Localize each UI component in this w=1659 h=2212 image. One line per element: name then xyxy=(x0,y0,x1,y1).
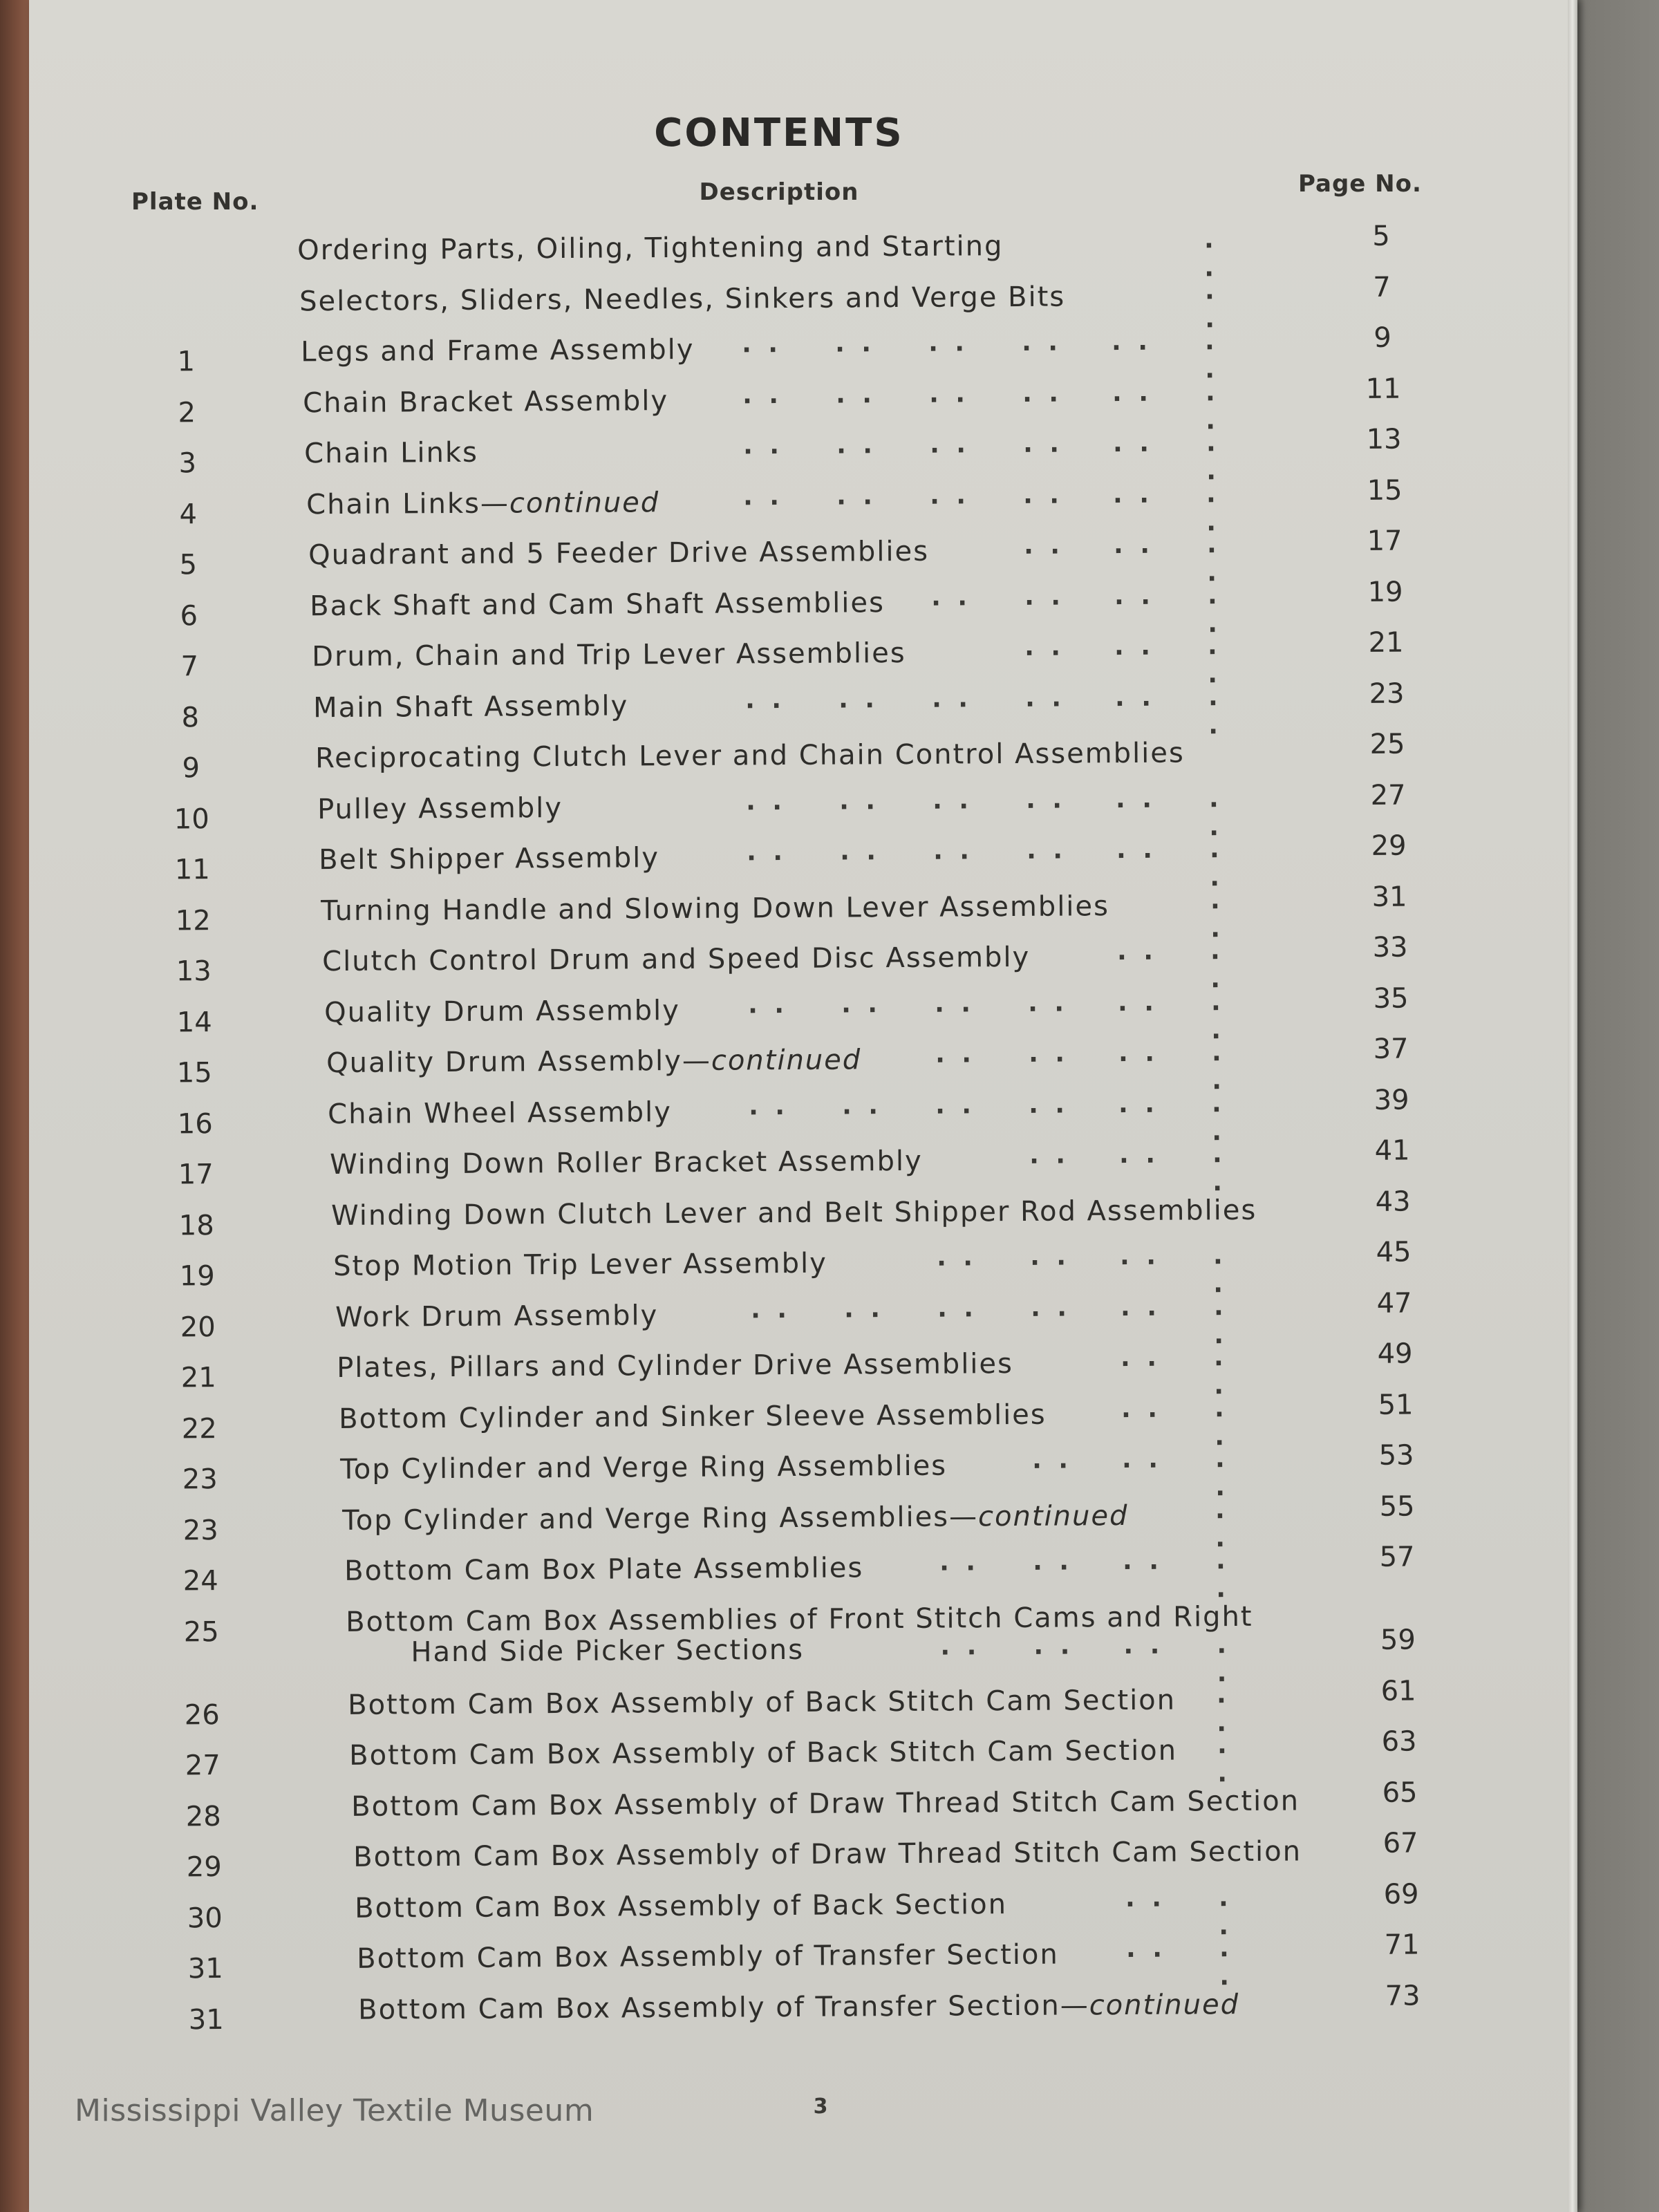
entry-description-text: Bottom Cam Box Assembly of Back Stitch Cam Section xyxy=(348,1684,1177,1721)
entry-description xyxy=(321,890,1288,926)
table-row xyxy=(29,373,1577,435)
table-row xyxy=(29,474,1577,536)
plate-number: 31 xyxy=(187,1953,223,1985)
leader-dot-pair: . . xyxy=(1026,836,1067,865)
entry-description-text: Turning Handle and Slowing Down Lever Assemblies xyxy=(321,890,1110,927)
leader-dot-pair: . . xyxy=(749,1091,789,1121)
entry-description xyxy=(339,1398,1306,1434)
leader-dot-pair: . . xyxy=(1121,1445,1163,1474)
leader-dot-pair: . . xyxy=(1029,1141,1070,1170)
leader-dot-pair: . . xyxy=(841,1091,883,1121)
leader-dot-pair: . . xyxy=(1031,1445,1073,1474)
table-row xyxy=(29,576,1577,638)
entry-page-number: 39 xyxy=(1374,1084,1409,1116)
leader-dot-pair: . . xyxy=(1114,683,1156,712)
entry-description xyxy=(346,1601,1314,1668)
leader-dot-pair: . . xyxy=(937,1293,978,1323)
leader-dot-pair: . . xyxy=(838,786,880,816)
plate-number: 15 xyxy=(176,1057,212,1089)
entry-description xyxy=(303,379,1271,419)
leader-dot-pair: . . xyxy=(836,431,877,460)
leader-dot-pair: . . xyxy=(1204,276,1219,333)
table-row xyxy=(29,779,1577,841)
plate-number: 29 xyxy=(186,1851,222,1884)
leader-dot-pair: . . xyxy=(1213,1343,1228,1400)
entry-page-number: 13 xyxy=(1366,423,1402,456)
entry-description xyxy=(357,1938,1324,1974)
entry-description xyxy=(355,1887,1322,1924)
entry-description xyxy=(349,1734,1317,1771)
page-edge xyxy=(1568,0,1577,2212)
leader-dot-pair: . . xyxy=(1206,530,1221,588)
plate-number: 6 xyxy=(180,599,198,632)
leader-dot-pair: . . xyxy=(1208,784,1224,841)
leader-dot-pair: . . xyxy=(1217,1731,1232,1788)
leader-dot-pair: . . xyxy=(1112,429,1154,458)
entry-page-number: 63 xyxy=(1381,1725,1417,1758)
plate-number: 16 xyxy=(177,1107,213,1140)
leader-dot-pair: . . xyxy=(1029,1242,1071,1271)
leader-dot-pair: . . xyxy=(838,684,879,714)
table-row xyxy=(29,982,1577,1044)
entry-page-number: 55 xyxy=(1379,1490,1415,1523)
table-row xyxy=(29,1286,1577,1349)
entry-page-number: 5 xyxy=(1372,220,1390,252)
entry-description-text: Bottom Cam Box Assembly of Back Stitch Cam Section xyxy=(349,1734,1178,1772)
leader-dot-pair: . . xyxy=(1024,582,1065,611)
entry-description-text: Plates, Pillars and Cylinder Drive Assemblies xyxy=(337,1348,1014,1385)
entry-description xyxy=(348,1684,1315,1721)
leader-dot-pair: . . xyxy=(1215,1495,1230,1553)
entry-page-number: 31 xyxy=(1371,881,1407,913)
plate-number: 22 xyxy=(181,1412,217,1445)
continued-label: continued xyxy=(977,1499,1129,1533)
column-header-plate: Plate No. xyxy=(131,188,259,216)
leader-dot-pair: . . xyxy=(747,838,787,867)
contents-list xyxy=(29,0,1577,2212)
plate-number: 23 xyxy=(182,1514,218,1546)
entry-page-number: 41 xyxy=(1374,1134,1410,1167)
leader-dot-pair: . . xyxy=(1023,531,1065,560)
entry-description-text: Ordering Parts, Oiling, Tightening and Starting xyxy=(297,230,1004,267)
leader-dot-pair: . . xyxy=(1114,581,1155,610)
entry-description-text: Chain Bracket Assembly xyxy=(303,384,669,419)
leader-dot-pair: . . xyxy=(1022,429,1064,458)
leader-dot-pair: . . xyxy=(932,785,973,815)
entry-description xyxy=(358,1989,1326,2025)
leader-dot-pair: . . xyxy=(1025,785,1067,814)
leader-dot-pair: . . xyxy=(1215,1546,1230,1604)
entry-description xyxy=(312,636,1280,673)
entry-description xyxy=(324,988,1292,1029)
leader-dot-pair: . . xyxy=(1112,480,1154,509)
leader-dot-pair: . . xyxy=(1117,988,1159,1017)
entry-description xyxy=(299,280,1267,317)
leader-dot-pair: . . xyxy=(935,1040,976,1069)
document-page xyxy=(29,0,1577,2212)
leader-dot-pair: . . xyxy=(1032,1547,1074,1576)
entry-page-number: 35 xyxy=(1373,982,1409,1015)
plate-number: 1 xyxy=(177,346,196,378)
leader-dot-pair: . . xyxy=(1123,1631,1164,1660)
table-row xyxy=(29,1979,1577,2036)
leader-dot-pair: . . xyxy=(839,837,881,866)
leader-dot-pair: . . xyxy=(1208,682,1223,740)
entry-description-text: Quality Drum Assembly— xyxy=(326,1044,712,1080)
table-row xyxy=(29,931,1577,994)
entry-description xyxy=(304,433,1272,469)
entry-page-number: 23 xyxy=(1369,677,1405,710)
entry-page-number: 43 xyxy=(1375,1185,1411,1218)
leader-dot-pair: . . xyxy=(1209,835,1224,892)
leader-dot-pair: . . xyxy=(1028,1039,1069,1068)
plate-number: 17 xyxy=(178,1159,214,1191)
leader-dot-pair: . . xyxy=(1206,429,1221,486)
leader-dot-pair: . . xyxy=(1111,327,1152,357)
table-row xyxy=(29,1084,1577,1146)
entry-description xyxy=(297,229,1265,266)
entry-page-number: 21 xyxy=(1368,626,1404,659)
leader-dot-pair: . . xyxy=(1214,1394,1229,1451)
table-row xyxy=(29,1877,1577,1940)
entry-description-text: Quality Drum Assembly xyxy=(324,994,681,1029)
entry-description-text: Chain Wheel Assembly xyxy=(328,1096,673,1130)
plate-number: 7 xyxy=(180,650,199,683)
entry-description-text: Bottom Cam Box Plate Assemblies xyxy=(344,1552,864,1587)
entry-description xyxy=(313,686,1281,723)
entry-description-text: Main Shaft Assembly xyxy=(313,689,629,724)
entry-description-line2: Hand Side Picker Sections xyxy=(411,1633,805,1668)
entry-page-number: 51 xyxy=(1378,1388,1414,1421)
leader-dot-pair: . . xyxy=(742,330,782,359)
plate-number xyxy=(147,295,223,296)
plate-number: 26 xyxy=(184,1698,220,1731)
table-row xyxy=(29,677,1577,740)
leader-dot-pair: . . xyxy=(743,431,784,460)
entry-description xyxy=(326,1039,1294,1080)
leader-dot-pair: . . xyxy=(1112,378,1153,407)
plate-number: 18 xyxy=(178,1209,214,1241)
leader-dot-pair: . . xyxy=(841,989,882,1019)
entry-description xyxy=(331,1194,1299,1231)
plate-number: 10 xyxy=(174,803,209,835)
table-row xyxy=(29,1595,1577,1687)
plate-number: 28 xyxy=(185,1800,221,1833)
entry-description-text: Belt Shipper Assembly xyxy=(319,842,660,877)
leader-dot-pair: . . xyxy=(1122,1546,1163,1576)
entry-page-number: 33 xyxy=(1372,931,1408,964)
leader-dot-pair: . . xyxy=(929,430,971,459)
continued-label: continued xyxy=(711,1044,862,1077)
entry-page-number: 49 xyxy=(1377,1338,1413,1370)
leader-dot-pair: . . xyxy=(1120,1343,1161,1373)
table-row xyxy=(29,1776,1577,1833)
leader-dot-pair: . . xyxy=(928,379,970,409)
plate-number: 11 xyxy=(174,854,210,886)
leader-dot-pair: . . xyxy=(1118,1089,1159,1118)
plate-number: 19 xyxy=(179,1260,215,1293)
leader-dot-pair: . . xyxy=(1115,785,1156,814)
table-row xyxy=(29,728,1577,785)
plate-number: 5 xyxy=(179,549,198,581)
leader-dot-pair: . . xyxy=(1028,1090,1069,1119)
watermark: Mississippi Valley Textile Museum xyxy=(75,2093,594,2128)
entry-description-text: Quadrant and 5 Feeder Drive Assemblies xyxy=(308,535,930,572)
continued-label: continued xyxy=(1089,1988,1240,2021)
leader-dot-pair: . . xyxy=(746,787,787,816)
leader-dot-pair: . . xyxy=(1210,885,1225,943)
entry-description-text: Reciprocating Clutch Lever and Chain Control Assemblies xyxy=(315,737,1185,775)
leader-dot-pair: . . xyxy=(1024,632,1065,662)
leader-dot-pair: . . xyxy=(1215,1445,1230,1502)
entry-page-number: 69 xyxy=(1383,1877,1419,1911)
leader-dot-pair: . . xyxy=(1219,1934,1234,1991)
leader-dot-pair: . . xyxy=(1207,581,1222,638)
leader-dot-pair: . . xyxy=(934,988,975,1018)
table-row xyxy=(29,271,1577,333)
entry-description-text: Back Shaft and Cam Shaft Assemblies xyxy=(310,586,885,622)
leader-dot-pair: . . xyxy=(929,480,971,510)
continued-label: continued xyxy=(509,486,660,519)
leader-dot-pair: . . xyxy=(1116,835,1157,865)
entry-description-text: Winding Down Roller Bracket Assembly xyxy=(330,1145,923,1181)
entry-page-number: 67 xyxy=(1382,1827,1418,1859)
leader-dot-pair: . . xyxy=(1120,1293,1161,1322)
leader-dot-pair: . . xyxy=(1206,479,1221,536)
leader-dot-pair: . . xyxy=(1118,1140,1160,1170)
plate-number: 14 xyxy=(176,1006,212,1038)
entry-description xyxy=(328,1090,1295,1130)
leader-dot-pair: . . xyxy=(1125,1934,1167,1964)
entry-description-text: Top Cylinder and Verge Ring Assemblies xyxy=(340,1450,948,1485)
leader-dot-pair: . . xyxy=(930,582,972,612)
entry-page-number: 19 xyxy=(1367,576,1403,608)
table-row xyxy=(29,1033,1577,1096)
table-row xyxy=(29,1929,1577,1991)
table-row xyxy=(29,830,1577,892)
plate-number: 21 xyxy=(180,1362,216,1394)
entry-page-number: 73 xyxy=(1385,1979,1421,2012)
plate-number: 20 xyxy=(180,1311,216,1343)
leader-dot-pair: . . xyxy=(1217,1630,1231,1687)
table-row xyxy=(29,1674,1577,1737)
entry-description xyxy=(335,1293,1303,1333)
table-row xyxy=(29,1236,1577,1299)
entry-description-text: Chain Links— xyxy=(306,487,510,521)
entry-page-number: 37 xyxy=(1373,1033,1409,1065)
plate-number: 30 xyxy=(187,1902,223,1934)
plate-number: 23 xyxy=(182,1463,218,1496)
leader-dot-pair: . . xyxy=(1203,225,1219,283)
leader-dot-pair: . . xyxy=(743,482,784,511)
entry-page-number: 27 xyxy=(1370,779,1406,812)
leader-dot-pair: . . xyxy=(931,684,973,713)
table-row xyxy=(29,321,1577,384)
plate-number: 25 xyxy=(183,1615,219,1648)
entry-description-text: Bottom Cam Box Assembly of Transfer Section xyxy=(357,1938,1059,1975)
leader-dot-pair: . . xyxy=(745,685,786,714)
column-header-description: Description xyxy=(699,178,859,206)
table-row xyxy=(29,423,1577,486)
entry-page-number: 65 xyxy=(1382,1776,1418,1809)
plate-number: 2 xyxy=(178,396,196,429)
entry-description-text: Selectors, Sliders, Needles, Sinkers and Verge Bits xyxy=(299,281,1066,317)
page-title: CONTENTS xyxy=(654,111,904,156)
leader-dot-pair: . . xyxy=(748,990,789,1019)
entry-description xyxy=(337,1347,1304,1383)
leader-dot-pair: . . xyxy=(1121,1394,1162,1423)
entry-page-number: 59 xyxy=(1380,1623,1416,1656)
table-row xyxy=(29,626,1577,689)
entry-page-number: 7 xyxy=(1373,271,1391,303)
entry-page-number: 29 xyxy=(1371,830,1407,862)
leader-dot-pair: . . xyxy=(1113,530,1154,560)
entry-description-text: Work Drum Assembly xyxy=(335,1299,659,1333)
entry-page-number: 15 xyxy=(1367,474,1403,507)
entry-description-text: Stop Motion Trip Lever Assembly xyxy=(333,1247,827,1283)
plate-number: 8 xyxy=(181,701,200,733)
plate-number: 31 xyxy=(188,2003,224,2036)
table-row xyxy=(29,1185,1577,1241)
plate-number: 27 xyxy=(185,1750,221,1782)
entry-description xyxy=(344,1550,1312,1586)
leader-dot-pair: . . xyxy=(1210,937,1225,994)
entry-page-number: 53 xyxy=(1378,1439,1414,1472)
table-row xyxy=(29,1827,1577,1884)
leader-dot-pair: . . xyxy=(1204,327,1219,384)
entry-description xyxy=(330,1144,1297,1181)
entry-page-number: 57 xyxy=(1379,1541,1415,1573)
leader-dot-pair: . . xyxy=(834,329,876,358)
leader-dot-pair: . . xyxy=(836,481,877,511)
plate-number: 9 xyxy=(182,752,200,785)
leader-dot-pair: . . xyxy=(1205,377,1220,435)
entry-description-text: Drum, Chain and Trip Lever Assemblies xyxy=(312,637,906,673)
entry-description-text: Bottom Cam Box Assemblies of Front Stitch Cams and Right xyxy=(346,1600,1253,1638)
entry-description xyxy=(322,941,1290,977)
leader-dot-pair: . . xyxy=(932,836,974,865)
leader-dot-pair: . . xyxy=(935,1090,976,1120)
entry-description-text: Bottom Cam Box Assembly of Transfer Section— xyxy=(358,1989,1089,2026)
leader-dot-pair: . . xyxy=(843,1294,885,1324)
entry-description xyxy=(319,839,1286,876)
book-binding xyxy=(0,0,29,2212)
table-row xyxy=(29,1490,1577,1553)
leader-dot-pair: . . xyxy=(1024,684,1066,713)
table-row xyxy=(29,1338,1577,1400)
leader-dot-pair: . . xyxy=(1114,632,1155,662)
leader-dot-pair: . . xyxy=(940,1631,981,1661)
leader-dot-pair: . . xyxy=(1118,1038,1159,1068)
entry-page-number: 11 xyxy=(1365,373,1401,405)
plate-number: 3 xyxy=(178,447,197,480)
entry-description xyxy=(317,785,1285,825)
plate-number: 12 xyxy=(175,904,211,937)
entry-description-text: Bottom Cam Box Assembly of Back Section xyxy=(355,1888,1008,1924)
entry-description-text: Winding Down Clutch Lever and Belt Shipper Rod Assemblies xyxy=(331,1194,1257,1232)
entry-page-number: 25 xyxy=(1369,728,1405,760)
plate-number: 13 xyxy=(176,955,212,988)
entry-description xyxy=(308,531,1276,572)
leader-dot-pair: . . xyxy=(1027,988,1069,1018)
entry-page-number: 71 xyxy=(1384,1929,1420,1961)
table-row xyxy=(29,1388,1577,1451)
leader-dot-pair: . . xyxy=(1125,1884,1166,1913)
plate-number: 4 xyxy=(179,498,198,530)
entry-description xyxy=(306,480,1274,521)
leader-dot-pair: . . xyxy=(1213,1292,1228,1349)
leader-dot-pair: . . xyxy=(1218,1883,1233,1940)
leader-dot-pair: . . xyxy=(1116,937,1158,966)
leader-dot-pair: . . xyxy=(1022,480,1064,509)
entry-page-number: 45 xyxy=(1376,1236,1412,1268)
entry-page-number: 61 xyxy=(1380,1674,1416,1707)
table-row xyxy=(29,881,1577,943)
leader-dot-pair: . . xyxy=(936,1243,977,1272)
entry-page-number: 17 xyxy=(1367,525,1403,557)
leader-dot-pair: . . xyxy=(742,380,783,409)
leader-dot-pair: . . xyxy=(1216,1680,1231,1737)
leader-dot-pair: . . xyxy=(1210,987,1226,1044)
table-row xyxy=(29,525,1577,588)
plate-number xyxy=(147,244,223,245)
background-board xyxy=(1569,0,1659,2212)
leader-dot-pair: . . xyxy=(939,1548,980,1577)
entry-description-text: Bottom Cylinder and Sinker Sleeve Assemblies xyxy=(339,1398,1047,1435)
leader-dot-pair: . . xyxy=(1119,1241,1161,1271)
leader-dot-pair: . . xyxy=(1212,1241,1228,1299)
entry-description-text: Bottom Cam Box Assembly of Draw Thread Stitch Cam Section xyxy=(353,1835,1302,1873)
entry-description xyxy=(315,738,1283,774)
entry-page-number: 9 xyxy=(1374,321,1391,354)
entry-description xyxy=(353,1836,1321,1873)
entry-description-text: Bottom Cam Box Assembly of Draw Thread Stitch Cam Section xyxy=(351,1784,1300,1823)
entry-description xyxy=(333,1242,1301,1283)
page-number: 3 xyxy=(813,2094,828,2119)
table-row xyxy=(29,1725,1577,1788)
leader-dot-pair: . . xyxy=(1212,1140,1227,1197)
leader-dot-pair: . . xyxy=(751,1295,791,1324)
leader-dot-pair: . . xyxy=(1211,1089,1226,1146)
entry-description-text: Legs and Frame Assembly xyxy=(301,333,695,368)
leader-dot-pair: . . xyxy=(1022,379,1063,408)
entry-page-number: 47 xyxy=(1376,1286,1412,1320)
entry-description-text: Top Cylinder and Verge Ring Assemblies— xyxy=(342,1500,979,1537)
table-row xyxy=(29,1541,1577,1604)
leader-dot-pair: . . xyxy=(1211,1038,1226,1096)
leader-dot-pair: . . xyxy=(1030,1293,1071,1322)
table-row xyxy=(29,1134,1577,1197)
entry-description xyxy=(340,1445,1308,1485)
table-row xyxy=(29,220,1577,283)
table-row xyxy=(29,1439,1577,1502)
entry-description-text: Clutch Control Drum and Speed Disc Assembly xyxy=(322,941,1031,978)
plate-number: 24 xyxy=(182,1565,218,1597)
entry-description xyxy=(351,1785,1319,1822)
leader-dot-pair: . . xyxy=(835,379,877,409)
entry-description xyxy=(310,582,1277,622)
leader-dot-pair: . . xyxy=(1033,1631,1074,1660)
leader-dot-pair: . . xyxy=(1207,632,1222,689)
entry-description xyxy=(342,1499,1310,1536)
entry-description xyxy=(301,331,1268,368)
entry-description-text: Pulley Assembly xyxy=(317,791,563,825)
leader-dot-pair: . . xyxy=(1021,328,1062,357)
leader-dot-pair: . . xyxy=(928,328,969,357)
column-header-page: Page No. xyxy=(1298,170,1422,198)
entry-description-text: Chain Links xyxy=(304,436,479,470)
